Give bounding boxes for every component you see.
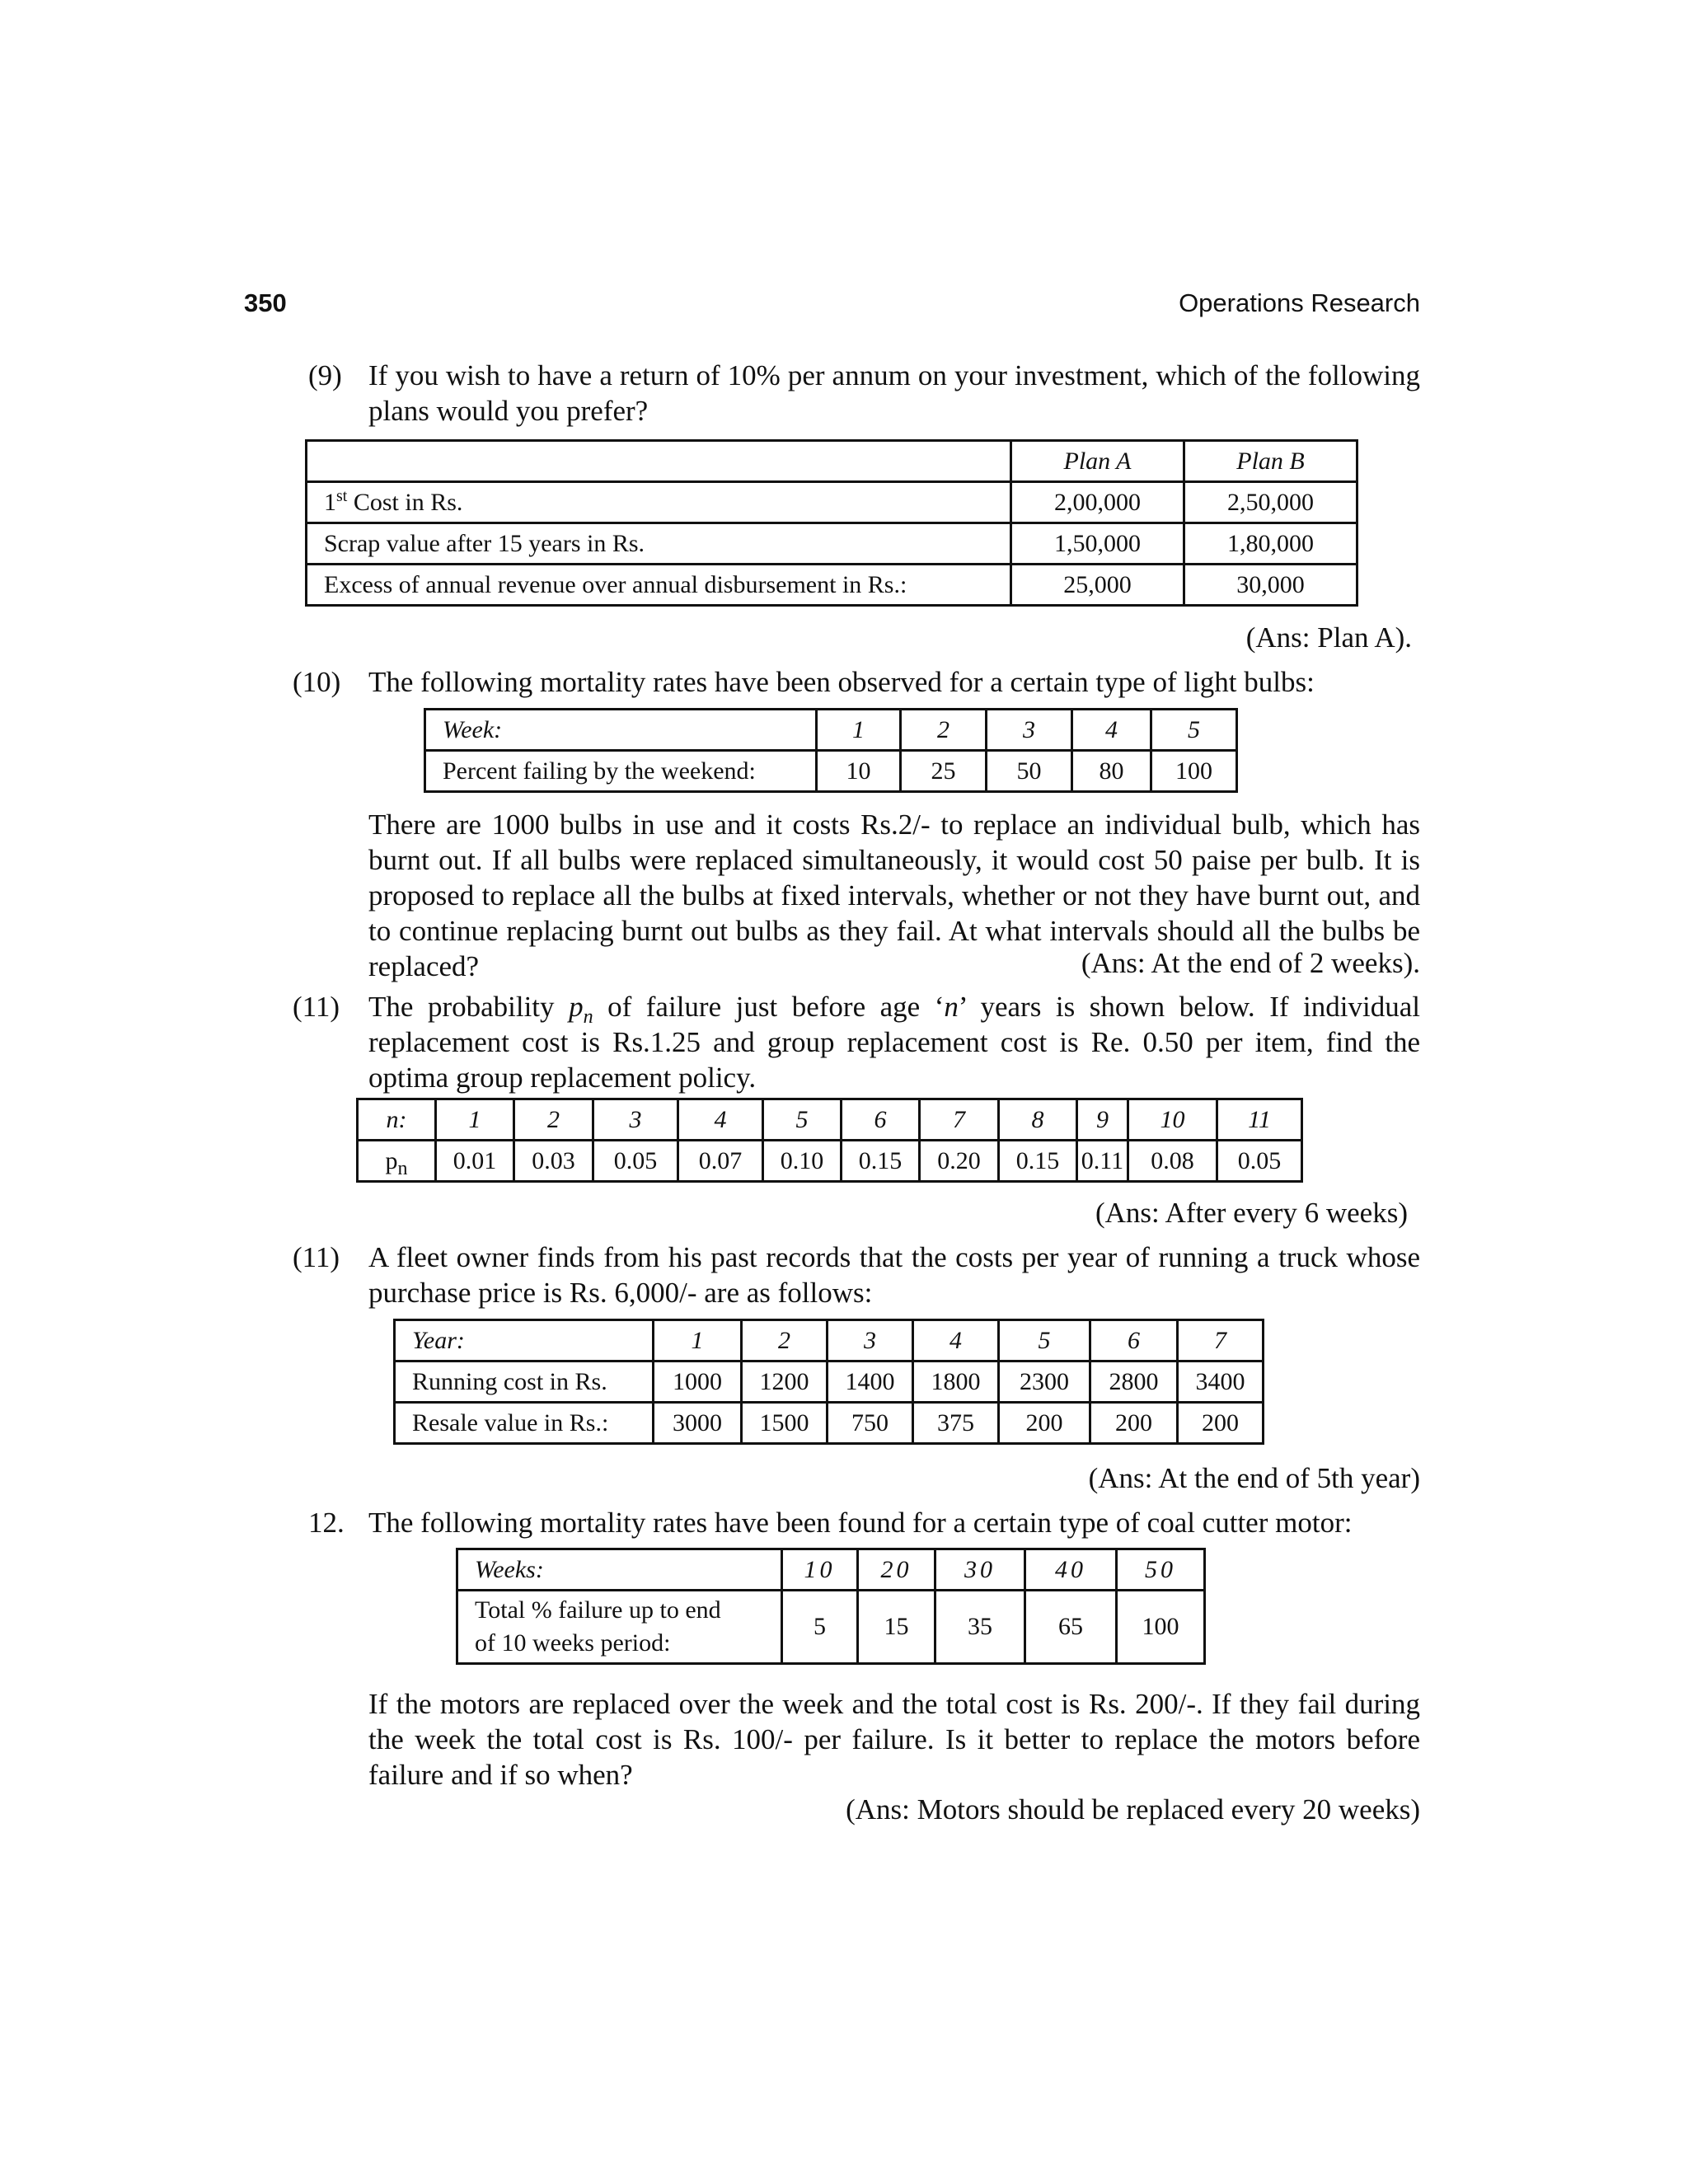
q9-col-plan-b: Plan B <box>1184 441 1357 482</box>
q11b-running: 1400 <box>828 1361 913 1403</box>
q10-percent: 80 <box>1072 751 1151 792</box>
q11b-resale: 200 <box>999 1403 1090 1444</box>
q11a-n: 6 <box>842 1099 920 1141</box>
q11b-resale: 3000 <box>654 1403 742 1444</box>
q11b-year: 2 <box>742 1320 828 1361</box>
q9-answer: (Ans: Plan A). <box>1245 621 1412 654</box>
q10-percent-label: Percent failing by the weekend: <box>425 751 817 792</box>
q11b-text: A fleet owner finds from his past records that the costs per year of running a truck whose purchase price is Rs. 6,000/- are as follows: <box>368 1241 1420 1309</box>
running-head: Operations Research <box>1179 288 1420 317</box>
q11b-year: 5 <box>999 1320 1090 1361</box>
q11a-n: 5 <box>763 1099 842 1141</box>
q12-intro: The following mortality rates have been found for a certain type of coal cutter motor: <box>368 1507 1353 1539</box>
q11a-n: 1 <box>436 1099 514 1141</box>
q11a-n: 3 <box>593 1099 678 1141</box>
q11a-p: 0.05 <box>1217 1141 1302 1182</box>
q12-label: 12. <box>308 1507 345 1539</box>
q10-answer: (Ans: At the end of 2 weeks). <box>1081 947 1420 979</box>
q12-failure: 100 <box>1117 1591 1205 1664</box>
q11a-label: (11) <box>293 991 340 1023</box>
q10-table <box>424 708 1238 793</box>
q11b-table <box>393 1319 1264 1445</box>
q9-cell: 2,00,000 <box>1011 482 1184 523</box>
q10-week: 5 <box>1151 710 1237 751</box>
q10-percent: 25 <box>901 751 987 792</box>
q10-week: 3 <box>987 710 1072 751</box>
q11b-running: 2300 <box>999 1361 1090 1403</box>
q12-failure-label: Total % failure up to end of 10 weeks period: <box>457 1591 782 1664</box>
q11a-p: 0.15 <box>999 1141 1077 1182</box>
q11a-p: 0.15 <box>842 1141 920 1182</box>
q11a-n: 2 <box>514 1099 593 1141</box>
q10-week: 4 <box>1072 710 1151 751</box>
q11a-table <box>356 1098 1303 1183</box>
q9-text: If you wish to have a return of 10% per annum on your investment, which of the following plans would you prefer? <box>368 359 1420 427</box>
q10-body: There are 1000 bulbs in use and it costs Rs.2/- to replace an individual bulb, which has burnt out. If all bulbs were replaced simultaneously, it would cost 50 paise per bulb. It is proposed to replace all the bulbs at fixed intervals, whether or not they have burnt out, and to continue replacing burnt out bulbs as they fail. At what intervals should all the bulbs be replaced? <box>368 808 1420 982</box>
q11b-year-label: Year: <box>395 1320 654 1361</box>
q9-label: (9) <box>308 359 342 391</box>
q11b-answer: (Ans: At the end of 5th year) <box>1088 1462 1420 1494</box>
q9-row-label: Excess of annual revenue over annual disbursement in Rs.: <box>307 565 1011 606</box>
q11b-resale: 200 <box>1090 1403 1178 1444</box>
q11b-resale: 200 <box>1178 1403 1264 1444</box>
q11a-n: 8 <box>999 1099 1077 1141</box>
q11b-resale: 750 <box>828 1403 913 1444</box>
q9-cell: 2,50,000 <box>1184 482 1357 523</box>
q9-cell: 30,000 <box>1184 565 1357 606</box>
q10-label: (10) <box>293 666 341 698</box>
q9-row-label: Scrap value after 15 years in Rs. <box>307 523 1011 565</box>
q11a-n: 4 <box>678 1099 763 1141</box>
q11a-n: 11 <box>1217 1099 1302 1141</box>
q11b-running-label: Running cost in Rs. <box>395 1361 654 1403</box>
q10-intro: The following mortality rates have been observed for a certain type of light bulbs: <box>368 666 1315 698</box>
q12-weeks-label: Weeks: <box>457 1549 782 1591</box>
q11b-year: 1 <box>654 1320 742 1361</box>
q12-answer: (Ans: Motors should be replaced every 20 weeks) <box>846 1793 1420 1825</box>
q12-week: 10 <box>782 1549 858 1591</box>
q10-week: 1 <box>817 710 901 751</box>
q10-percent: 10 <box>817 751 901 792</box>
q11b-resale: 1500 <box>742 1403 828 1444</box>
q11a-answer: (Ans: After every 6 weeks) <box>1095 1197 1408 1229</box>
q11b-running: 2800 <box>1090 1361 1178 1403</box>
q11b-running: 1000 <box>654 1361 742 1403</box>
q11a-p: 0.10 <box>763 1141 842 1182</box>
q11b-year: 4 <box>913 1320 999 1361</box>
q11b-resale-label: Resale value in Rs.: <box>395 1403 654 1444</box>
q10-week: 2 <box>901 710 987 751</box>
q10-percent: 50 <box>987 751 1072 792</box>
q9-cell: 1,80,000 <box>1184 523 1357 565</box>
q12-week: 20 <box>858 1549 935 1591</box>
q11a-p: 0.03 <box>514 1141 593 1182</box>
q11a-p-label: $p_n$ <box>358 1141 436 1182</box>
q11a-n: 7 <box>920 1099 999 1141</box>
q9-table-blank-header <box>307 441 1011 482</box>
q9-table <box>305 439 1358 607</box>
q12-table <box>456 1548 1206 1665</box>
q11a-p: 0.01 <box>436 1141 514 1182</box>
q12-failure: 65 <box>1025 1591 1117 1664</box>
q9-col-plan-a: Plan A <box>1011 441 1184 482</box>
q11a-p: 0.05 <box>593 1141 678 1182</box>
q11b-label: (11) <box>293 1241 340 1273</box>
q10-week-label: Week: <box>425 710 817 751</box>
q9-row-label: 1st Cost in Rs. <box>307 482 1011 523</box>
q12-failure: 35 <box>935 1591 1025 1664</box>
q10-percent: 100 <box>1151 751 1237 792</box>
q11a-text: The probability $p_n$ of failure just before age ‘n’ years is shown below. If individual replacement cost is Rs.1.25 and group replacement cost is Re. 0.50 per item, find the optima group replacement policy. <box>368 991 1420 1094</box>
q12-failure: 5 <box>782 1591 858 1664</box>
q11b-year: 6 <box>1090 1320 1178 1361</box>
q11a-p: 0.11 <box>1077 1141 1128 1182</box>
q11a-p: 0.08 <box>1128 1141 1217 1182</box>
q11b-resale: 375 <box>913 1403 999 1444</box>
q11b-running: 1200 <box>742 1361 828 1403</box>
q11b-year: 3 <box>828 1320 913 1361</box>
q9-cell: 25,000 <box>1011 565 1184 606</box>
q11a-n-label: n: <box>358 1099 436 1141</box>
q11a-p: 0.07 <box>678 1141 763 1182</box>
q12-failure: 15 <box>858 1591 935 1664</box>
q12-week: 50 <box>1117 1549 1205 1591</box>
q11a-p: 0.20 <box>920 1141 999 1182</box>
q9-cell: 1,50,000 <box>1011 523 1184 565</box>
q12-week: 30 <box>935 1549 1025 1591</box>
q12-body: If the motors are replaced over the week and the total cost is Rs. 200/-. If they fail during the week the total cost is Rs. 100/- per failure. Is it better to replace the motors before failure and if so when? <box>368 1688 1420 1791</box>
q11a-n: 9 <box>1077 1099 1128 1141</box>
q11a-n: 10 <box>1128 1099 1217 1141</box>
q11b-year: 7 <box>1178 1320 1264 1361</box>
q12-week: 40 <box>1025 1549 1117 1591</box>
page-number: 350 <box>244 288 287 317</box>
q11b-running: 3400 <box>1178 1361 1264 1403</box>
q11b-running: 1800 <box>913 1361 999 1403</box>
